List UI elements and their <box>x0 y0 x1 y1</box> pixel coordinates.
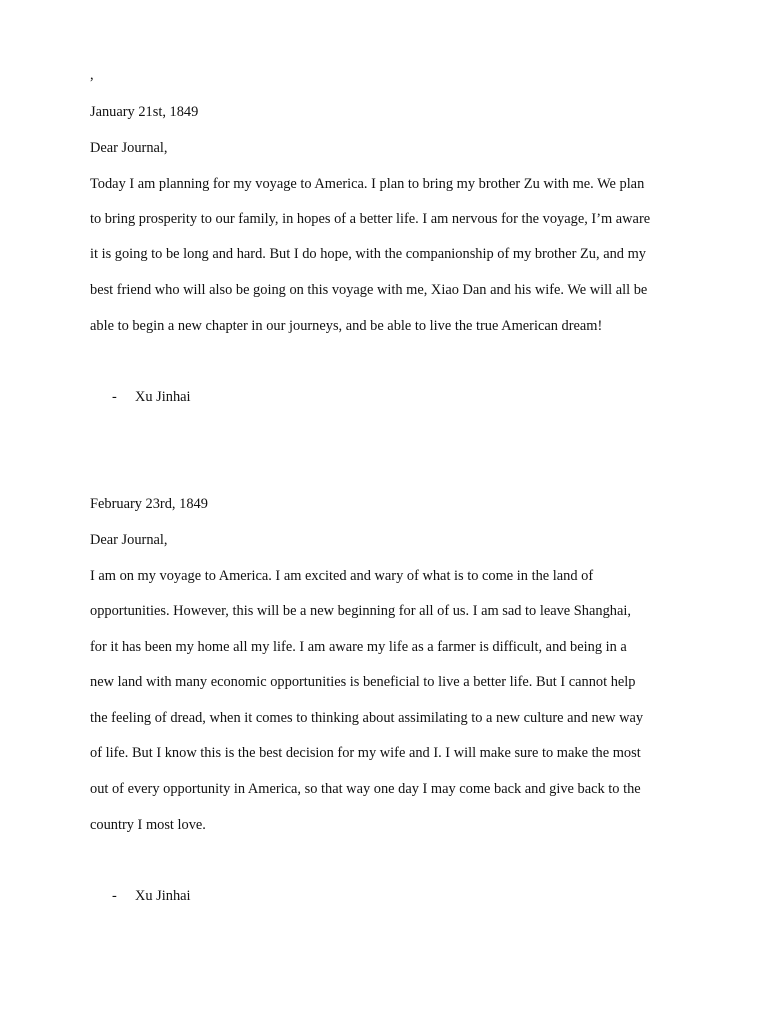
entry-text-line: out of every opportunity in America, so that way one day I may come back and give back to the <box>90 781 641 797</box>
entry-date: January 21st, 1849 <box>90 104 199 120</box>
signature: Xu Jinhai <box>135 888 191 904</box>
entry-text-line: the feeling of dread, when it comes to thinking about assimilating to a new culture and new way <box>90 710 644 726</box>
entry-text-line: it is going to be long and hard. But I do hope, with the companionship of my brother Zu, and my <box>90 246 646 262</box>
entry-salutation: Dear Journal, <box>90 532 168 548</box>
stray-mark: , <box>90 67 94 83</box>
entry-text-line: opportunities. However, this will be a new beginning for all of us. I am sad to leave Shanghai, <box>90 603 631 619</box>
signature-dash: - <box>112 888 117 904</box>
entry-text-line: of life. But I know this is the best decision for my wife and I. I will make sure to make the most <box>90 745 641 761</box>
signature-dash: - <box>112 389 117 405</box>
entry-text-line: country I most love. <box>90 817 206 833</box>
entry-text-line: Today I am planning for my voyage to America. I plan to bring my brother Zu with me. We plan <box>90 176 645 192</box>
entry-date: February 23rd, 1849 <box>90 496 208 512</box>
signature: Xu Jinhai <box>135 389 191 405</box>
entry-text-line: best friend who will also be going on this voyage with me, Xiao Dan and his wife. We will all be <box>90 282 648 298</box>
entry-text-line: to bring prosperity to our family, in hopes of a better life. I am nervous for the voyage, I’m aware <box>90 211 651 227</box>
entry-text-line: new land with many economic opportunities is beneficial to live a better life. But I cannot help <box>90 674 636 690</box>
entry-text-line: for it has been my home all my life. I am aware my life as a farmer is difficult, and being in a <box>90 639 627 655</box>
entry-salutation: Dear Journal, <box>90 140 168 156</box>
entry-text-line: I am on my voyage to America. I am excited and wary of what is to come in the land of <box>90 568 594 584</box>
entry-text-line: able to begin a new chapter in our journeys, and be able to live the true American dream! <box>90 318 603 334</box>
